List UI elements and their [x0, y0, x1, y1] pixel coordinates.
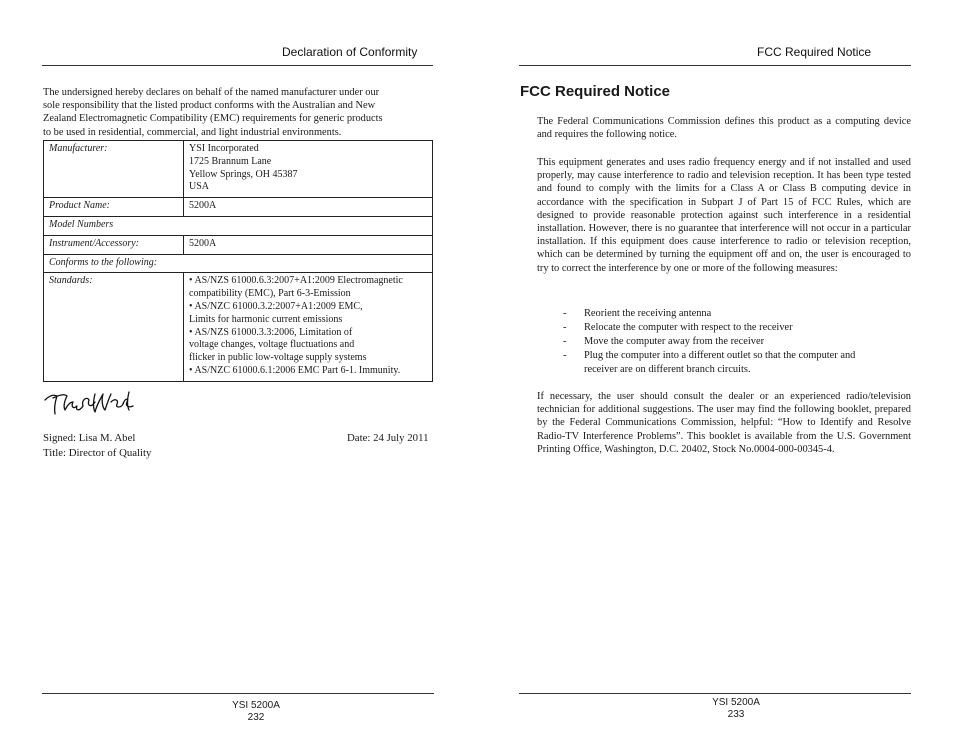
standards-line: flicker in public low-voltage supply systems — [189, 352, 367, 364]
left-footer — [206, 700, 306, 724]
right-page-header: FCC Required Notice — [757, 45, 872, 59]
left-header-rule — [42, 65, 433, 66]
fcc-paragraph-2: This equipment generates and uses radio frequency energy and if not installed and used properly, may cause interference to radio and television reception. It has been type tested and found to comply with the limits for a Class A or Class B computing device in accordance with the specification in Subpart J of Part 15 of FCC Rules, which are designed to provide reasonable protection against such interference in a residential installation. However, there is no guarantee that interference will not occur in a particular installation. If this equipment does cause interference to radio or television reception, which can be determined by turning the equipment off and on, the user is encouraged to try to correct the interference by one or more of the following measures: — [537, 157, 911, 274]
list-item — [563, 307, 893, 321]
conformity-table — [43, 140, 433, 382]
right-footer-rule — [519, 693, 911, 694]
measure-text: Move the computer away from the receiver — [584, 336, 765, 347]
standards-line: Limits for harmonic current emissions — [189, 313, 343, 325]
instrument-label: Instrument/Accessory: — [44, 235, 184, 254]
right-footer — [686, 697, 786, 721]
standards-line: • AS/NZS 61000.6.3:2007+A1:2009 Electromagnetic — [189, 275, 403, 287]
standards-label: Standards: — [44, 273, 184, 381]
instrument-value: 5200A — [184, 235, 433, 254]
right-header-rule — [519, 65, 911, 66]
standards-line: • AS/NZC 61000.3.2:2007+A1:2009 EMC, — [189, 300, 363, 312]
list-dash: - — [563, 322, 567, 333]
standards-line: compatibility (EMC), Part 6-3-Emission — [189, 288, 351, 300]
handwritten-signature — [43, 388, 135, 418]
intro-line: Zealand Electromagnetic Compatibility (EMC) requirements for generic products — [43, 113, 383, 125]
manufacturer-value — [184, 141, 433, 198]
manufacturer-line: 1725 Brannum Lane — [189, 155, 272, 167]
declaration-intro — [43, 86, 443, 139]
left-footer-model: YSI 5200A — [232, 700, 280, 711]
manufacturer-label: Manufacturer: — [44, 141, 184, 198]
left-page-number: 232 — [247, 712, 265, 723]
list-item — [563, 321, 893, 335]
list-dash: - — [563, 336, 567, 347]
list-dash: - — [563, 308, 567, 319]
fcc-paragraph-3: If necessary, the user should consult the dealer or an experienced radio/television technician for additional suggestions. The user may find the following booklet, prepared by the Federal Communications Commission, helpful: “How to Identify and Resolve Radio-TV Interference Problems”. This booklet is available from the U.S. Government Printing Office, Washington, D.C. 20402, Stock No.0004-000-00345-4. — [537, 391, 911, 455]
intro-line: The undersigned hereby declares on behalf of the named manufacturer under our — [43, 87, 380, 98]
signed-line: Signed: Lisa M. Abel — [43, 432, 136, 444]
table-row — [44, 216, 433, 235]
model-numbers-label: Model Numbers — [44, 216, 433, 235]
standards-line: • AS/NZS 61000.3.3:2006, Limitation of — [189, 326, 353, 338]
right-page-number: 233 — [727, 709, 745, 720]
product-name-label: Product Name: — [44, 198, 184, 217]
intro-line: sole responsibility that the listed product conforms with the Australian and New — [43, 100, 376, 112]
standards-line: voltage changes, voltage fluctuations and — [189, 339, 355, 351]
fcc-paragraph-1: The Federal Communications Commission defines this product as a computing device and requires the following notice. — [537, 116, 911, 141]
left-page-header: Declaration of Conformity — [282, 45, 418, 59]
manufacturer-line: USA — [189, 181, 210, 193]
intro-line: to be used in residential, commercial, and light industrial environments. — [43, 126, 342, 138]
standards-line: • AS/NZC 61000.6.1:2006 EMC Part 6-1. Immunity. — [189, 364, 401, 376]
table-row — [44, 254, 433, 273]
measures-list — [563, 307, 893, 377]
measure-text: Relocate the computer with respect to the receiver — [584, 322, 793, 333]
product-name-value: 5200A — [184, 198, 433, 217]
measure-text: Plug the computer into a different outlet so that the computer and receiver are on different branch circuits. — [584, 350, 856, 375]
manufacturer-line: Yellow Springs, OH 45387 — [189, 168, 298, 180]
measure-text: Reorient the receiving antenna — [584, 308, 712, 319]
title-line: Title: Director of Quality — [43, 447, 152, 459]
left-footer-rule — [42, 693, 434, 694]
list-item — [563, 349, 893, 377]
table-row — [44, 198, 433, 217]
standards-value — [184, 273, 433, 381]
table-row — [44, 273, 433, 381]
list-dash: - — [563, 350, 567, 361]
list-item — [563, 335, 893, 349]
manufacturer-line: YSI Incorporated — [189, 143, 259, 154]
page-title: FCC Required Notice — [520, 83, 671, 100]
date-line: Date: 24 July 2011 — [347, 432, 429, 444]
table-row — [44, 141, 433, 198]
right-footer-model: YSI 5200A — [712, 697, 760, 708]
table-row — [44, 235, 433, 254]
conforms-label: Conforms to the following: — [44, 254, 433, 273]
